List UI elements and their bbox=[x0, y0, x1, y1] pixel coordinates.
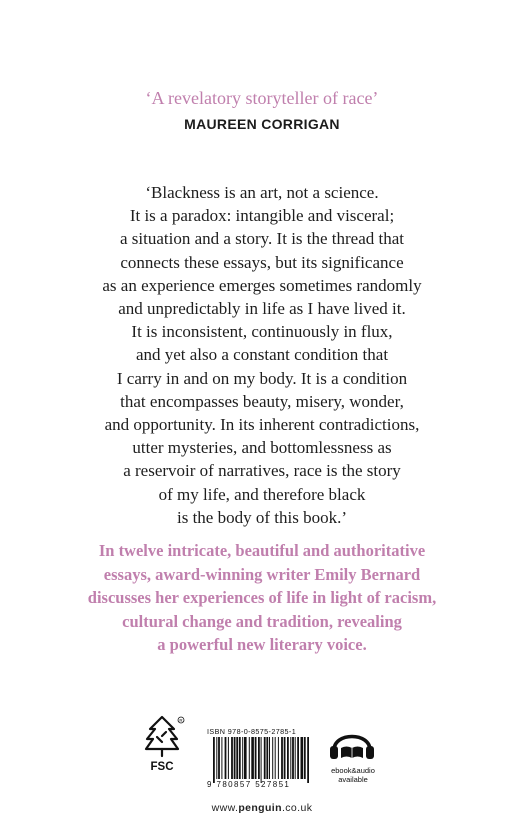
barcode-bar bbox=[218, 737, 220, 779]
epigraph-line: of my life, and therefore black bbox=[158, 484, 366, 504]
barcode-bar bbox=[242, 737, 243, 779]
url-prefix: www. bbox=[211, 802, 239, 814]
epigraph-line: and yet also a constant condition that bbox=[135, 345, 389, 365]
barcode-number: 9 780857 527851 bbox=[207, 780, 291, 789]
ebook-audio-label-line: ebook&audio bbox=[331, 766, 375, 775]
barcode-bar bbox=[295, 737, 296, 779]
epigraph-line: utter mysteries, and bottomlessness as bbox=[132, 438, 392, 458]
epigraph-line: a reservoir of narratives, race is the story bbox=[123, 461, 401, 481]
epigraph-line: as an experience emerges sometimes randomly bbox=[102, 275, 422, 295]
barcode-bar bbox=[284, 737, 286, 779]
barcode-bar bbox=[213, 737, 215, 783]
barcode-bar bbox=[264, 737, 266, 779]
epigraph-line: and opportunity. In its inherent contradictions, bbox=[104, 415, 420, 435]
epigraph-line: connects these essays, but its significance bbox=[120, 252, 404, 272]
ebook-audio-icon bbox=[327, 722, 377, 764]
barcode-bar bbox=[244, 737, 247, 779]
url-suffix: .co.uk bbox=[281, 802, 313, 814]
blurb-line: cultural change and tradition, revealing bbox=[122, 611, 402, 631]
barcode-bar bbox=[261, 737, 262, 783]
barcode-bar bbox=[266, 737, 268, 779]
barcode-bar bbox=[297, 737, 299, 779]
svg-text:R: R bbox=[179, 717, 183, 723]
epigraph-line: It is inconsistent, continuously in flux, bbox=[131, 322, 393, 342]
barcode-bar bbox=[275, 737, 276, 779]
barcode-bar bbox=[272, 737, 273, 779]
blurb-line: discusses her experiences of life in light of racism, bbox=[87, 588, 437, 607]
barcode-bar bbox=[251, 737, 254, 779]
fsc-tree-icon bbox=[146, 717, 178, 756]
barcode-bar bbox=[290, 737, 291, 779]
barcode-bar bbox=[278, 737, 279, 779]
isbn-label: ISBN 978-0-8575-2785-1 bbox=[207, 727, 297, 736]
barcode-bar bbox=[258, 737, 260, 779]
epigraph-line: I carry in and on my body. It is a condition bbox=[116, 368, 408, 388]
blurb-line: In twelve intricate, beautiful and authoritative bbox=[98, 541, 426, 560]
url-brand: penguin bbox=[238, 802, 282, 814]
barcode-bar bbox=[234, 737, 236, 779]
epigraph-line: ‘Blackness is an art, not a science. bbox=[145, 183, 379, 202]
barcode-bar bbox=[249, 737, 250, 779]
barcode-bar bbox=[225, 737, 227, 779]
epigraph-line: a situation and a story. It is the thread that bbox=[119, 229, 405, 249]
barcode-bar bbox=[216, 737, 217, 779]
barcode-bar bbox=[301, 737, 304, 779]
barcode-bar bbox=[269, 737, 270, 779]
barcode-bar bbox=[287, 737, 289, 779]
review-quote: ‘A revelatory storyteller of race’ bbox=[145, 88, 379, 108]
barcode-bar bbox=[292, 737, 294, 779]
barcode-bar bbox=[304, 737, 306, 779]
ebook-audio-label-line: available bbox=[338, 775, 368, 784]
epigraph bbox=[0, 181, 524, 529]
barcode-bar bbox=[231, 737, 233, 779]
blurb-line: a powerful new literary voice. bbox=[157, 635, 367, 654]
publisher-url[interactable] bbox=[0, 802, 524, 814]
epigraph-line: is the body of this book.’ bbox=[177, 507, 347, 527]
blurb-line: essays, award-winning writer Emily Bernard bbox=[103, 564, 421, 584]
barcode-bar bbox=[228, 737, 229, 779]
barcode-bar bbox=[255, 737, 257, 779]
epigraph-line: It is a paradox: intangible and visceral; bbox=[129, 206, 395, 226]
barcode-bar bbox=[221, 737, 222, 779]
review-attribution: MAUREEN CORRIGAN bbox=[184, 116, 340, 132]
barcode-bars bbox=[213, 737, 309, 783]
barcode-bar bbox=[281, 737, 283, 779]
barcode-bar bbox=[236, 737, 238, 779]
ebook-audio-label bbox=[317, 766, 389, 784]
fsc-label: FSC bbox=[150, 761, 174, 773]
barcode-bar bbox=[307, 737, 309, 783]
book-blurb bbox=[0, 539, 524, 657]
barcode-bar bbox=[239, 737, 241, 779]
epigraph-line: and unpredictably in life as I have lived it. bbox=[118, 299, 406, 319]
epigraph-line: that encompasses beauty, misery, wonder, bbox=[120, 391, 404, 411]
fsc-logo bbox=[138, 712, 186, 774]
